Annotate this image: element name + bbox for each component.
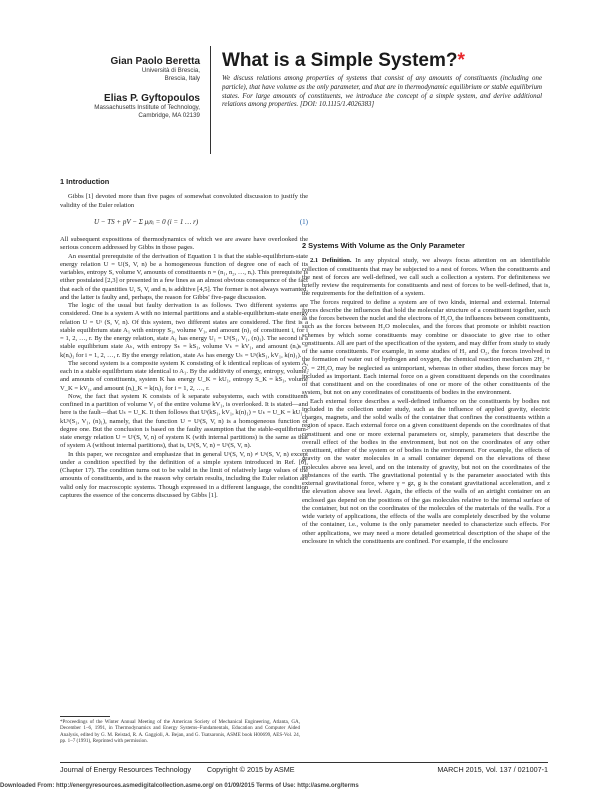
paragraph: In this paper, we recognize and emphasize that in general Uˢ(S, V, n) ≠ Uˢ(S, V, n) except under a condition specified by the definition of a simple system introduced in Ref. [6], (Chapter 17). The condition turns out to be valid in the limit of relatively large values of the amounts of constituents, and is the reason why certain results, including the Euler relation are valid only for macroscopic systems. Though expressed in a different language, the condition captures the essence of the concerns discussed by Gibbs [1].	[60, 450, 308, 499]
paragraph: The logic of the usual but faulty derivation is as follows. Two different systems are considered. One is a system A with no internal partitions and a stable-equilibrium-state energy relation U = Uˢ (S, V, n). Of this system, two different states are considered. The first is a stable equilibrium state A₁ with entropy S₁, volume V₁, and amount (n)₁ of constituent i, for i = 1, 2, …, r. By the energy relation, state A₁ has energy U₁ = Uˢ(S₁, V₁, (n)₁). The second is a stable equilibrium state Aₖ, with entropy Sₖ = kS₁, volume Vₖ = kV₁, and amount (nᵢ)ₖ = k(nᵢ)₁ for i = 1, 2, …, r. By the energy relation, state Aₖ has energy Uₖ = Uˢ(kS₁, kV₁, k(n)₁).	[60, 302, 308, 359]
author-affiliation: Massachusetts Institute of Technology,	[94, 104, 200, 111]
download-notice[interactable]: Downloaded From: http://energyresources.asmedigitalcollection.asme.org/ on 01/09/2015 Terms of Use: http://asme.org/terms	[0, 783, 359, 789]
author-name: Elias P. Gyftopoulos	[104, 93, 200, 104]
header-divider	[210, 46, 211, 154]
author-name: Gian Paolo Beretta	[110, 56, 200, 67]
author-affiliation: Cambridge, MA 02139	[138, 112, 200, 119]
author-list	[60, 56, 200, 120]
left-column	[60, 178, 308, 500]
equation-body: U − TS + pV − Σ μᵢnᵢ = 0 (i = 1 … r)	[94, 217, 199, 226]
paragraph	[302, 257, 550, 298]
author-block	[60, 93, 200, 120]
abstract: We discuss relations among properties of systems that consist of any amounts of constituents (including one particle), that have volume as the only parameter, and that are in thermodynamic equilibrium or stable equilibrium states. For large amounts of constituents, we introduce the concept of a simple system, and derive additional relations among properties. [DOI: 10.1115/1.4026383]	[222, 75, 542, 109]
section-heading-systems: 2 Systems With Volume as the Only Parameter	[302, 241, 465, 250]
subsection-label: 2.1 Definition.	[310, 257, 352, 265]
paragraph: Gibbs [1] devoted more than five pages of somewhat convoluted discussion to justify the validity of the Euler relation	[60, 193, 308, 209]
footer-divider	[60, 762, 548, 763]
author-block	[60, 56, 200, 83]
paragraph: All subsequent expositions of thermodynamics of which we are aware have overlooked the serious concern addressed by Gibbs in those pages.	[60, 236, 308, 252]
equation-number[interactable]: (1)	[299, 217, 308, 226]
paragraph: Each external force describes a well-defined influence on the constituents by bodies not included in the collection under study, such as the influence of applied gravity, electric charges, magnets, and the solid walls of the container that confines the constituents within a region of space. Each external force on a given constituent depends on the coordinates of that constituent and one or more external parameters or, simply, parameters that describe the overall effect of the bodies in the environment, but not on the coordinates of any other constituent, either of the system or of bodies in the environment. For example, the effects of gravity on the water molecules in a small container depend on the elevations of these molecules above sea level, and on the intensity of gravity, but not on the coordinates of the substances of the earth. The gravitational potential γ is the parameter associated with this external gravitational force, where γ = gz, g is the constant gravitational acceleration, and z the elevation above sea level. Again, the effects of the walls of an airtight container on an enclosed gas depend on the positions of the gas molecules relative to the internal surface of the container, but not on the coordinates of the molecules of the materials of the walls. For a wide variety of applications, the effects of the walls are completely described by the volume of the container, i.e., volume is the only parameter needed to characterize such effects. For other applications, we may need a more detailed geometrical description of the shape of the enclosure in which the constituents are confined. For example, if the enclosure	[302, 397, 550, 545]
euler-equation	[60, 218, 308, 226]
footnote: *Proceedings of the Winter Annual Meeting of the American Society of Mechanical Engineering, Atlanta, GA, December 1–6, 1991, in Thermodynamics and Energy Systems–Fundamentals, Education and Computer Aided Analysis, edited by G. M. Reistad, R. A. Gaggioli, A. Bejan, and G. Tsatsaronis, ASME book H00699, AES-Vol. 24, pp. 1–7 (1991), Reprinted with permission.	[60, 719, 300, 745]
paper-title	[222, 50, 465, 72]
copyright: Copyright © 2015 by ASME	[206, 765, 295, 774]
paragraph: An essential prerequisite of the derivation of Equation 1 is that the stable-equilibrium-state energy relation U = U(S, V, n) be a homogeneous function of degree one of each of its variables, entropy S, volume V, amounts of constituents n = (n₁, n₂, …, nᵣ). This prerequisite is either postulated [2,3] or presented in a few lines as an almost obvious consequence of the fact that each of the quantities U, S, V, and nᵢ is additive [4,5]. The former is not always warranted, and the latter is faulty and, perhaps, the reason for Gibbs' five-page discussion.	[60, 252, 308, 301]
paragraph: Now, the fact that system K consists of k separate subsystems, each with constituents confined in a partition of volume V₁ of the entire volume kV₁, is overlooked. It is stated—and here is the fault—that Uₖ = U_K. It then follows that Uˢ(kS₁, kV₁, k(n)₁) = Uₖ = U_K = kU₁ = kUˢ(S₁, V₁, (n)₁), namely, that the function U = Uˢ(S, V, n) is a homogeneous function of degree one. But the conclusion is based on the faulty assumption that the stable-equilibrium-state energy relation U = Uˢ(S, V, n) of system K (with internal partitions) is the same as that of system A (without internal partitions), that is, Uˢ(S, V, n) = Uˢ(S, V, n).	[60, 392, 308, 450]
paragraph: The forces required to define a system are of two kinds, internal and external. Internal forces describe the influences that hold the molecular structure of a constituent together, such as the forces between the nuclei and the electrons of H₂O, the influences between constituents, such as the forces between H₂O molecules, and the forces that promote or inhibit reaction schemes by which some constituents may combine or dissociate to give rise to other constituents. All are part of the specification of the system, and may differ from study to study of the same constituents. For example, in some studies of H₂ and O₂, the forces involved in the formation of water out of hydrogen and oxygen, the chemical reaction mechanism 2H₂ + O₂ = 2H₂O, may be neglected as unimportant, whereas in other studies, these forces may be included as important. Each internal force on a given constituent depends on the coordinates of that constituent and on the coordinates of one or more of the other constituents of the system, but not on any coordinates of constituents of bodies in the environment.	[302, 298, 550, 397]
paragraph: The second system is a composite system K consisting of k identical replicas of system A, each in a stable equilibrium state identical to A₁. By the additivity of energy, entropy, volume, and amounts of constituents, system K has energy U_K = kU₁, entropy S_K = kS₁, volume V_K = kV₁, and amount (nᵢ)_K = k(nᵢ)₁ for i = 1, 2, …, r.	[60, 359, 308, 392]
title-text: What is a Simple System?	[222, 50, 458, 71]
footer-journal	[60, 765, 295, 774]
paragraph-text: In any physical study, we always focus attention on an identifiable collection of constituents that may be subjected to a nest of forces. When the constituents and the nest of forces are well-defined, we call such a collection a system. For definiteness we briefly review the requirements for constituents and nest of forces to be well-defined, that is, the requirements for the definition of a system.	[302, 257, 550, 298]
section-heading-introduction: 1 Introduction	[60, 177, 110, 186]
author-affiliation: Università di Brescia,	[141, 67, 200, 74]
title-footnote-mark[interactable]: *	[457, 50, 465, 71]
author-affiliation: Brescia, Italy	[164, 75, 200, 82]
journal-name: Journal of Energy Resources Technology	[60, 765, 191, 774]
footer-issue: MARCH 2015, Vol. 137 / 021007-1	[437, 765, 548, 774]
right-column	[299, 178, 550, 546]
footnote-divider	[60, 716, 110, 717]
